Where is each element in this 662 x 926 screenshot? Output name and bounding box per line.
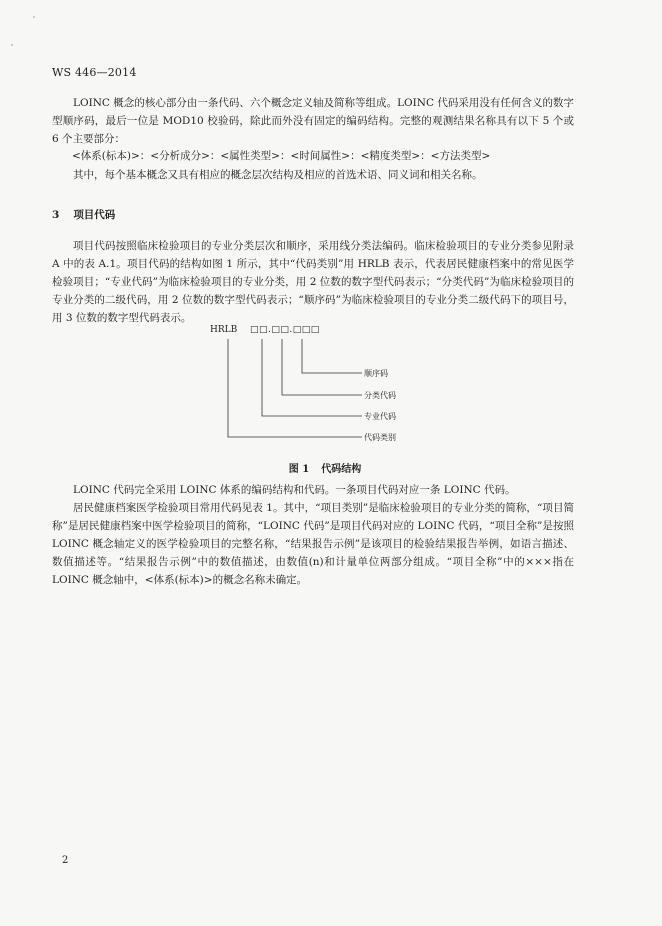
scan-speck — [33, 16, 35, 18]
concept-axes-line: <体系(标本)>：<分析成分>：<属性类型>：<时间属性>：<精度类型>：<方法类型> — [72, 150, 491, 162]
figure-title: 代码结构 — [321, 464, 362, 475]
code-prefix: HRLB — [210, 325, 238, 335]
closing-paragraph-1: LOINC 代码完全采用 LOINC 体系的编码结构和代码。一条项目代码对应一条 LOINC 代码。 — [73, 484, 516, 496]
figure-number: 图 1 — [288, 464, 310, 475]
standard-id: WS 446—2014 — [52, 66, 137, 79]
closing-paragraph-2: 居民健康档案医学检验项目常用代码见表 1。其中，“项目类别”是临床检验项目的专业分类的简称，“项目简称”是居民健康档案中医学检验项目的简称，“LOINC 代码”是项目代码对应的 LOINC 代码，“项目全称”是按照 LOINC 概念轴定义的医学检验项目的完整名称，“结果报告示例”是该项目的检验结果报告举例，如语言描述、数值描述等。“结果报告示例”中的数值描述，由数值(n)和计量单位两部分组成。“项目全称”中的×××指在 LOINC 概念轴中，<体系(标本)>的概念名称未确定。 — [52, 502, 574, 586]
scan-speck — [11, 44, 13, 46]
section-3-heading — [52, 207, 129, 222]
label-sequence-code: 顺序码 — [364, 369, 388, 378]
specialty-code-leader — [262, 339, 362, 416]
page-number: 2 — [62, 855, 69, 866]
sequence-code-leader — [302, 339, 362, 373]
label-specialty-code: 专业代码 — [364, 412, 396, 421]
label-category-code: 分类代码 — [364, 391, 396, 400]
code-type-leader — [228, 339, 362, 437]
section-3-paragraph: 项目代码按照临床检验项目的专业分类层次和顺序，采用线分类法编码。临床检验项目的专业分类参见附录 A 中的表 A.1。项目代码的结构如图 1 所示，其中“代码类别”用 HRLB 表示，代表居民健康档案中的常见医学检验项目；“专业代码”为临床检验项目的专业分类，用 2 位数的数字型代码表示；“分类代码”为临床检验项目的专业分类的二级代码，用 2 位数的数字型代码表示；“顺序码”为临床检验项目的专业分类二级代码下的项目号，用 3 位数的数字型代码表示。 — [52, 240, 574, 324]
section-number: 3 — [52, 209, 60, 221]
label-code-type: 代码类别 — [364, 433, 396, 442]
category-code-leader — [282, 339, 362, 395]
figure-caption — [0, 460, 662, 475]
section-title: 项目代码 — [73, 209, 116, 221]
intro-paragraph-2: 其中，每个基本概念又具有相应的概念层次结构及相应的首选术语、同义词和相关名称。 — [73, 169, 483, 181]
intro-paragraph-1: LOINC 概念的核心部分由一条代码、六个概念定义轴及简称等组成。LOINC 代码采用没有任何含义的数字型顺序码，最后一位是 MOD10 校验码，除此而外没有固定的编码结构。完整的观测结果名称具有以下 5 个或 6 个主要部分： — [52, 97, 574, 145]
code-boxes: □□.□□.□□□ — [250, 325, 320, 335]
code-structure-diagram — [210, 323, 470, 447]
